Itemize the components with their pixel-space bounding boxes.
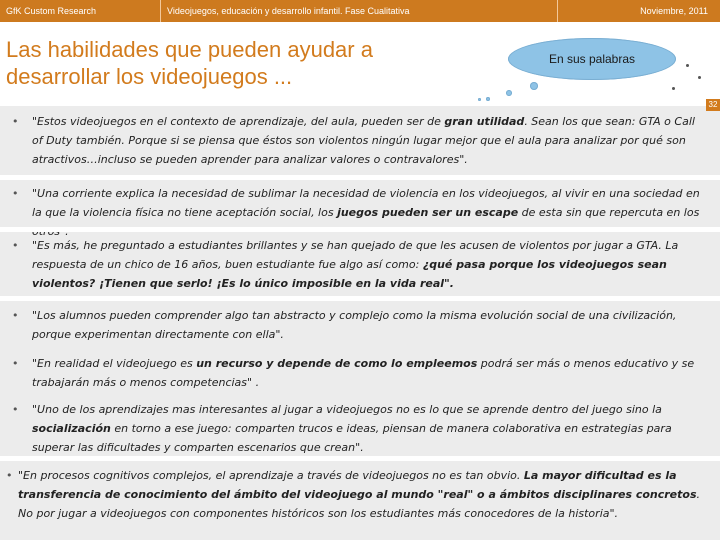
divider: [0, 296, 720, 301]
quote-fragment: podrá ser más o menos educativo y se trabajarán más o menos competencias" .: [32, 357, 695, 389]
divider: [0, 227, 720, 232]
quote-fragment: de esta sin que repercuta en los: [521, 206, 700, 219]
quote-item: [12, 306, 706, 344]
quote-fragment: "Estos videojuegos en el contexto de aprendizaje, del aula, pueden ser de: [32, 115, 445, 128]
divider: [0, 456, 720, 461]
header-study-title: Videojuegos, educación y desarrollo infantil. Fase Cualitativa: [160, 0, 558, 22]
page-number-badge: 32: [706, 99, 720, 111]
bullet-icon: •: [12, 357, 19, 370]
slide-title-line1: Las habilidades que pueden ayudar a: [6, 37, 373, 62]
bullet-icon: •: [12, 403, 19, 416]
thought-bubble-text: En sus palabras: [548, 52, 636, 66]
bullet-icon: •: [12, 309, 19, 322]
divider: [0, 175, 720, 180]
quote-fragment: "En procesos cognitivos complejos, el aprendizaje a través de videojuegos no es tan obvio.: [18, 469, 524, 482]
quote-fragment: . No por jugar a videojuegos con componentes históricos son los estudiantes más conocedores de la historia".: [18, 488, 701, 520]
quote-text: [12, 112, 706, 169]
header-company: GfK Custom Research: [6, 6, 97, 16]
quote-fragment: "Los alumnos pueden comprender algo tan abstracto y complejo como la misma evolución social de una civilización, porque experimentan directamente con ella".: [32, 309, 677, 341]
quote-item: [12, 354, 706, 392]
quote-item: [12, 184, 706, 241]
quote-emphasis: gran utilidad: [444, 115, 525, 128]
decor-dot: [698, 76, 701, 79]
quote-item: [12, 112, 706, 169]
quotes-panel: [0, 106, 720, 540]
bubble-tail-dot: [530, 82, 538, 90]
quote-text: [12, 354, 706, 392]
quote-item: [12, 236, 706, 293]
header-bar: [0, 0, 720, 22]
bubble-tail-dot: [478, 98, 481, 101]
quote-emphasis: un recurso y depende de como lo empleemos: [196, 357, 478, 370]
quote-emphasis: socialización: [32, 422, 111, 435]
quote-item: [6, 466, 700, 523]
bullet-icon: •: [12, 115, 19, 128]
slide-title-line2: desarrollar los videojuegos ...: [6, 64, 293, 89]
quote-text: [12, 184, 706, 241]
quote-text: [12, 306, 706, 344]
quote-fragment: . Sean los que sean: GTA o Call of Duty también. Porque si se piensa que éstos son violentos ningún lugar mejor que el aula para analizar por qué son atractivos…incluso se pueden aprender para analizar valores o contravalores".: [32, 115, 695, 166]
header-date: Noviembre, 2011: [640, 6, 708, 16]
quote-text: [12, 400, 706, 457]
decor-dot: [686, 64, 689, 67]
quote-fragment: "En realidad el videojuego es: [32, 357, 197, 370]
quote-item: [12, 400, 706, 457]
slide-title: [6, 36, 466, 90]
quote-emphasis: juegos pueden ser un escape: [337, 206, 519, 219]
quote-fragment: "Uno de los aprendizajes mas interesantes al jugar a videojuegos no es lo que se aprende dentro del juego sino la: [32, 403, 662, 416]
bullet-icon: •: [6, 469, 13, 482]
decor-dot: [672, 87, 675, 90]
quote-text: [12, 236, 706, 293]
quote-text: [6, 466, 700, 523]
quote-emphasis: ¿qué pasa porque los videojuegos sean violentos? ¡Tienen que serlo! ¡Es lo único imposible en la vida real".: [32, 258, 667, 290]
bullet-icon: •: [12, 239, 19, 252]
quote-emphasis: La mayor dificultad es la transferencia de conocimiento del ámbito del videojuego al mundo "real" o a ámbitos disciplinares concretos: [18, 469, 697, 501]
thought-bubble: [508, 38, 676, 80]
quote-fragment: "Una corriente explica la necesidad de sublimar la necesidad de violencia en los videojuegos, al vivir en una sociedad en la que la violencia física no tiene aceptación social, los: [32, 187, 700, 219]
bullet-icon: •: [12, 187, 19, 200]
quote-fragment: "Es más, he preguntado a estudiantes brillantes y se han quejado de que les acusen de violentos por jugar a GTA. La respuesta de un chico de 16 años, buen estudiante fue algo así como:: [32, 239, 679, 271]
bubble-tail-dot: [506, 90, 512, 96]
quote-fragment: en torno a ese juego: comparten trucos e ideas, piensan de manera colaborativa en estrategias para superar las dificultades y comparten escenarios que crean".: [32, 422, 672, 454]
bubble-tail-dot: [486, 97, 490, 101]
